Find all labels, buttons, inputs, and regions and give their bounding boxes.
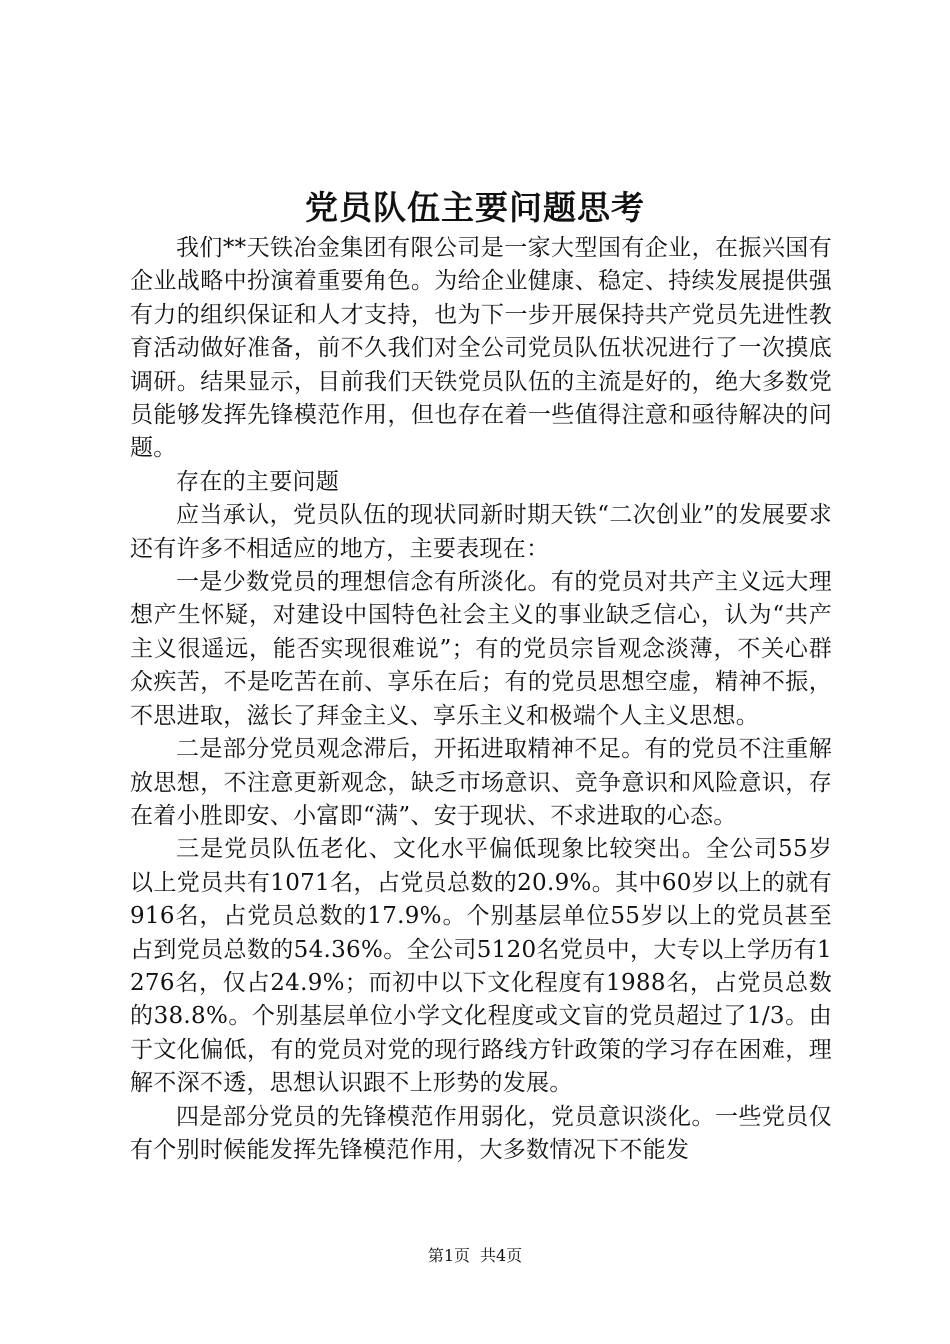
page-footer (0, 1244, 950, 1268)
document-body (130, 232, 832, 1167)
page-total: 共4页 (480, 1246, 523, 1265)
page-title: 党员队伍主要问题思考 (305, 188, 645, 227)
paragraph-point-one: 一是少数党员的理想信念有所淡化。有的党员对共产主义远大理想产生怀疑，对建设中国特色社会主义的事业缺乏信心，认为“共产主义很遥远，能否实现很难说”；有的党员宗旨观念淡薄，不关心群众疾苦，不是吃苦在前、享乐在后；有的党员思想空虚，精神不振，不思进取，滋长了拜金主义、享乐主义和极端个人主义思想。 (130, 569, 832, 729)
paragraph-point-four: 四是部分党员的先锋模范作用弱化，党员意识淡化。一些党员仅有个别时候能发挥先锋模范作用，大多数情况下不能发 (130, 1103, 832, 1163)
paragraph-point-three: 三是党员队伍老化、文化水平偏低现象比较突出。全公司55岁以上党员共有1071名，占党员总数的20.9%。其中60岁以上的就有916名，占党员总数的17.9%。个别基层单位55岁以上的党员甚至占到党员总数的54.36%。全公司5120名党员中，大专以上学历有1276名，仅占24.9%；而初中以下文化程度有1988名，占党员总数的38.8%。个别基层单位小学文化程度或文盲的党员超过了1/3。由于文化偏低，有的党员对党的现行路线方针政策的学习存在困难，理解不深不透，思想认识跟不上形势的发展。 (130, 836, 832, 1097)
paragraph-intro: 我们**天铁冶金集团有限公司是一家大型国有企业，在振兴国有企业战略中扮演着重要角色。为给企业健康、稳定、持续发展提供强有力的组织保证和人才支持，也为下一步开展保持共产党员先进性教育活动做好准备，前不久我们对全公司党员队伍状况进行了一次摸底调研。结果显示，目前我们天铁党员队伍的主流是好的，绝大多数党员能够发挥先锋模范作用，但也存在着一些值得注意和亟待解决的问题。 (130, 235, 832, 462)
paragraph-overview: 应当承认，党员队伍的现状同新时期天铁“二次创业”的发展要求还有许多不相适应的地方，主要表现在： (130, 502, 832, 562)
paragraph-point-two: 二是部分党员观念滞后，开拓进取精神不足。有的党员不注重解放思想，不注意更新观念，缺乏市场意识、竞争意识和风险意识，存在着小胜即安、小富即“满”、安于现状、不求进取的心态。 (130, 736, 832, 829)
section-heading: 存在的主要问题 (176, 468, 340, 495)
page-number: 第1页 (427, 1246, 470, 1265)
